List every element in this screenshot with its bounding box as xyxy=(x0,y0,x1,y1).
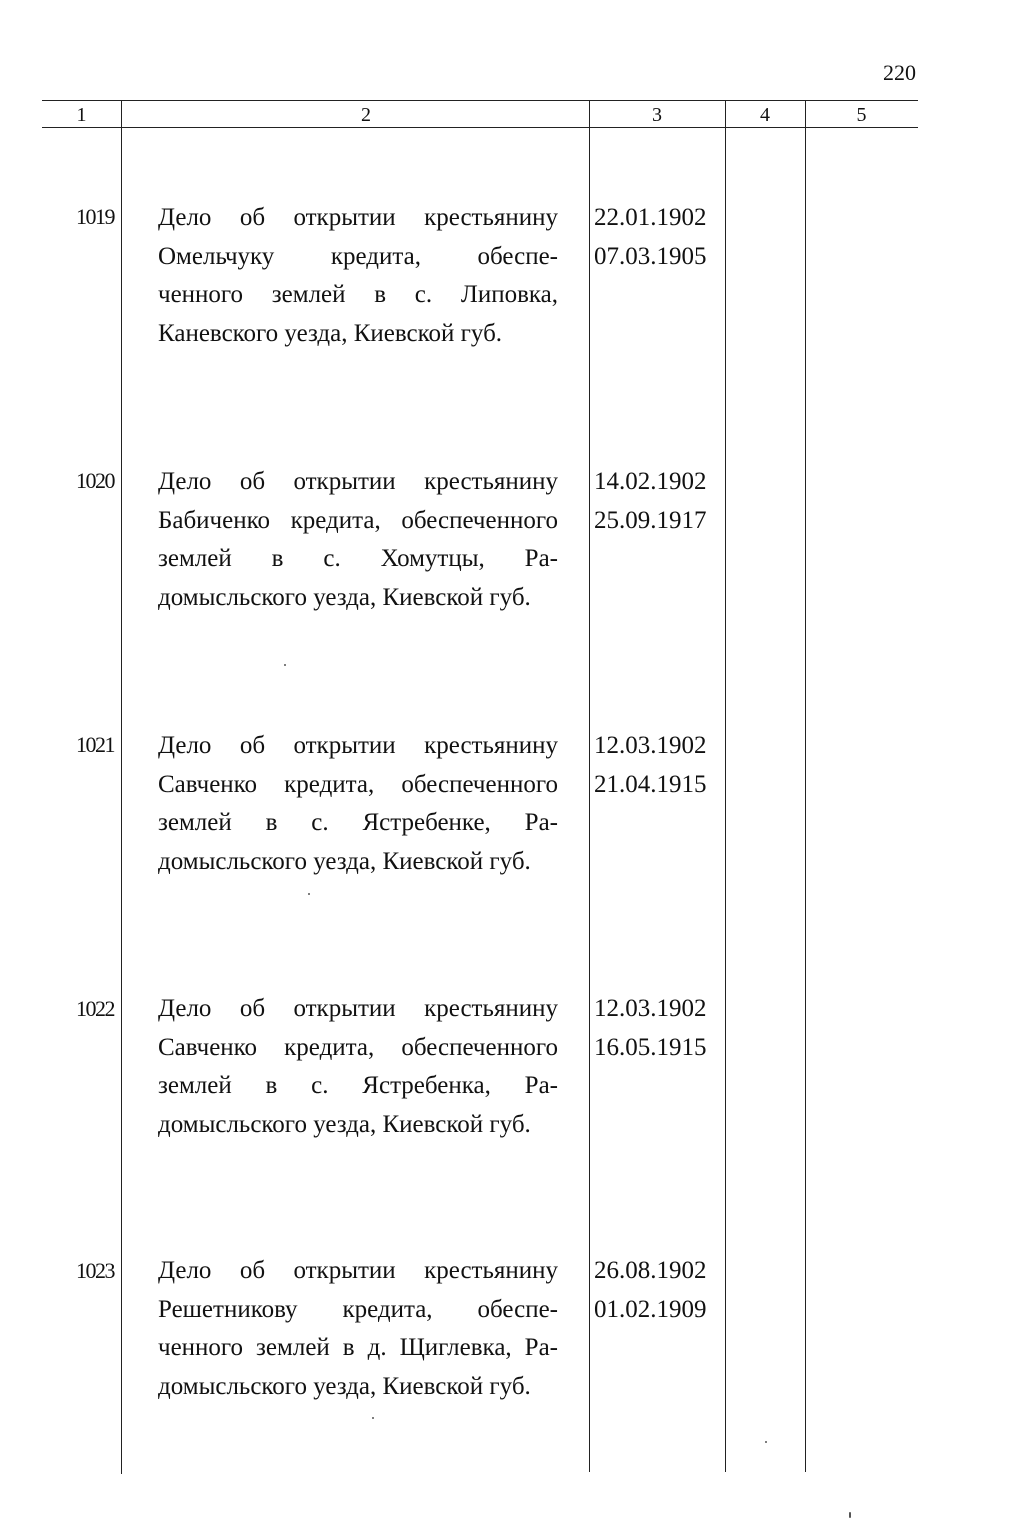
description-line: землей в с. Хомутцы, Ра- xyxy=(158,545,558,572)
page-number: 220 xyxy=(883,60,916,85)
description-line: Омельчуку кредита, обеспе- xyxy=(158,242,558,270)
column-header-4: 4 xyxy=(760,104,770,126)
description-line: домысльского уезда, Киевской губ. xyxy=(158,583,531,611)
description-line: ченного землей в д. Щиглевка, Ра- xyxy=(158,1334,558,1361)
record-description xyxy=(158,990,558,1144)
description-line: Савченко кредита, обеспеченного xyxy=(158,1033,558,1061)
record-description xyxy=(158,199,558,353)
description-line: Дело об открытии крестьянину xyxy=(158,204,558,231)
scan-speck xyxy=(765,1441,767,1443)
table-header-rule xyxy=(42,127,918,128)
record-description xyxy=(158,463,558,617)
description-line: Бабиченко кредита, обеспеченного xyxy=(158,506,558,534)
date-end: 07.03.1905 xyxy=(594,242,707,270)
date-end: 21.04.1915 xyxy=(594,770,707,798)
date-start: 26.08.1902 xyxy=(594,1257,707,1284)
description-line: домысльского уезда, Киевской губ. xyxy=(158,1110,531,1138)
scan-speck xyxy=(849,1512,851,1518)
record-dates xyxy=(594,463,720,540)
record-number: 1021 xyxy=(76,732,114,757)
description-line: Решетникову кредита, обеспе- xyxy=(158,1295,558,1323)
date-end: 16.05.1915 xyxy=(594,1033,707,1061)
description-line: Каневского уезда, Киевской губ. xyxy=(158,319,503,347)
column-divider-3 xyxy=(725,100,726,1472)
record-number: 1022 xyxy=(76,996,114,1021)
column-header-5: 5 xyxy=(856,104,867,126)
table-top-rule xyxy=(42,100,918,101)
date-end: 25.09.1917 xyxy=(594,506,707,534)
record-dates xyxy=(594,727,720,804)
date-start: 12.03.1902 xyxy=(594,995,707,1022)
record-dates xyxy=(594,1252,720,1329)
date-end: 01.02.1909 xyxy=(594,1295,707,1323)
date-start: 12.03.1902 xyxy=(594,732,707,759)
date-start: 14.02.1902 xyxy=(594,468,707,495)
record-description xyxy=(158,1252,558,1406)
scan-speck xyxy=(308,893,310,895)
record-dates xyxy=(594,199,720,276)
description-line: землей в с. Ястребенке, Ра- xyxy=(158,809,558,836)
column-header-2: 2 xyxy=(361,104,371,126)
record-number: 1023 xyxy=(76,1258,114,1283)
description-line: домысльского уезда, Киевской губ. xyxy=(158,1372,531,1400)
date-start: 22.01.1902 xyxy=(594,204,707,231)
record-number: 1019 xyxy=(76,204,114,229)
description-line: Дело об открытии крестьянину xyxy=(158,732,558,759)
column-divider-2 xyxy=(589,100,590,1472)
column-header-1: 1 xyxy=(76,104,87,126)
record-description xyxy=(158,727,558,881)
scan-speck xyxy=(284,664,286,666)
column-divider-1 xyxy=(121,100,122,1474)
description-line: землей в с. Ястребенка, Ра- xyxy=(158,1072,558,1099)
record-dates xyxy=(594,990,720,1067)
description-line: Дело об открытии крестьянину xyxy=(158,468,558,495)
scan-speck xyxy=(372,1417,374,1419)
description-line: Савченко кредита, обеспеченного xyxy=(158,770,558,798)
description-line: Дело об открытии крестьянину xyxy=(158,1257,558,1284)
description-line: ченного землей в с. Липовка, xyxy=(158,281,558,308)
description-line: Дело об открытии крестьянину xyxy=(158,995,558,1022)
column-header-3: 3 xyxy=(652,104,662,126)
record-number: 1020 xyxy=(76,468,114,493)
description-line: домысльского уезда, Киевской губ. xyxy=(158,847,531,875)
column-divider-4 xyxy=(805,100,806,1472)
